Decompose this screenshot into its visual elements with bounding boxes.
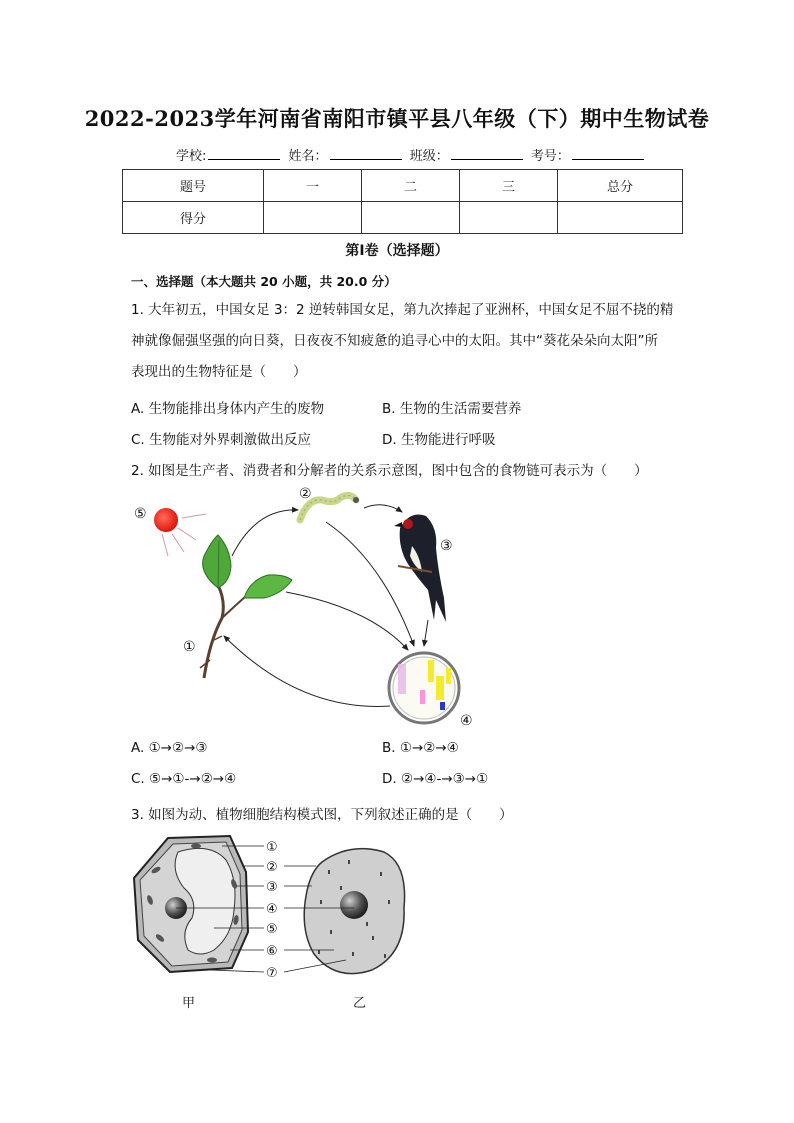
part-title: 一、选择题（本大题共 20 小题，共 20.0 分） xyxy=(131,274,397,289)
q1-option-b[interactable]: B. 生物的生活需要营养 xyxy=(382,401,522,417)
label-4: ④ xyxy=(460,713,473,729)
name-label: 姓名： xyxy=(288,149,328,164)
table-cell: 总分 xyxy=(558,170,683,202)
cell-label-2: ② xyxy=(266,860,278,875)
question-1-line: 表现出的生物特征是（ ） xyxy=(131,364,307,380)
arrow-bird-to-decomposer xyxy=(424,620,428,646)
cell-label-1: ① xyxy=(266,840,278,855)
food-web-diagram xyxy=(154,495,459,723)
label-2: ② xyxy=(299,486,312,502)
arrow-caterpillar-to-bird xyxy=(364,505,402,512)
question-2-stem: 2. 如图是生产者、消费者和分解者的关系示意图，图中包含的食物链可表示为（ ） xyxy=(131,463,648,479)
sun-icon xyxy=(154,508,206,556)
q2-option-d[interactable]: D. ②→④-→③→① xyxy=(382,771,489,787)
question-1-line: 神就像倔强坚强的向日葵，日夜夜不知疲惫的追寻心中的太阳。其中“葵花朵朵向太阳”所 xyxy=(131,333,658,349)
table-cell: 题号 xyxy=(123,170,264,202)
animal-cell-icon xyxy=(304,849,404,974)
q1-option-a[interactable]: A. 生物能排出身体内产生的废物 xyxy=(131,401,325,417)
cell-caption-yi: 乙 xyxy=(353,996,367,1011)
exam-title: 2022-2023学年河南省南阳市镇平县八年级（下）期中生物试卷 xyxy=(84,106,710,131)
decomposer-microscope-icon xyxy=(389,653,459,723)
exam-number-label: 考号： xyxy=(530,149,570,164)
label-3: ③ xyxy=(440,538,453,554)
cell-caption-jia: 甲 xyxy=(182,996,196,1011)
table-cell: 一 xyxy=(264,170,362,202)
table-cell: 三 xyxy=(460,170,558,202)
section-title: 第I卷（选择题） xyxy=(345,243,449,259)
label-5: ⑤ xyxy=(134,506,147,522)
class-label: 班级： xyxy=(409,149,449,164)
cell-label-5: ⑤ xyxy=(266,922,278,937)
cell-label-6: ⑥ xyxy=(266,944,278,959)
plant-cell-icon xyxy=(134,836,248,972)
q2-option-c[interactable]: C. ⑤→①-→②→④ xyxy=(131,771,237,787)
cell-label-7: ⑦ xyxy=(266,966,278,981)
swallow-bird-icon xyxy=(394,515,446,623)
label-1: ① xyxy=(183,639,196,655)
q1-option-d[interactable]: D. 生物能进行呼吸 xyxy=(382,432,496,448)
question-3-stem: 3. 如图为动、植物细胞结构模式图，下列叙述正确的是（ ） xyxy=(131,807,513,823)
arrow-plant-to-caterpillar xyxy=(232,510,298,556)
cell-label-4: ④ xyxy=(266,902,278,917)
arrow-decomposer-to-plant xyxy=(224,636,390,706)
q2-option-a[interactable]: A. ①→②→③ xyxy=(131,740,208,756)
question-1-line: 1. 大年初五，中国女足 3：2 逆转韩国女足，第九次捧起了亚洲杯，中国女足不屈不挠的精 xyxy=(131,302,674,318)
q1-option-c[interactable]: C. 生物能对外界刺激做出反应 xyxy=(131,432,312,448)
cell-label-3: ③ xyxy=(266,880,278,895)
table-cell: 得分 xyxy=(123,202,264,234)
school-label: 学校: xyxy=(176,149,207,164)
arrow-plant-to-decomposer xyxy=(286,592,408,650)
table-cell: 二 xyxy=(362,170,460,202)
q2-option-b[interactable]: B. ①→②→④ xyxy=(382,740,459,756)
